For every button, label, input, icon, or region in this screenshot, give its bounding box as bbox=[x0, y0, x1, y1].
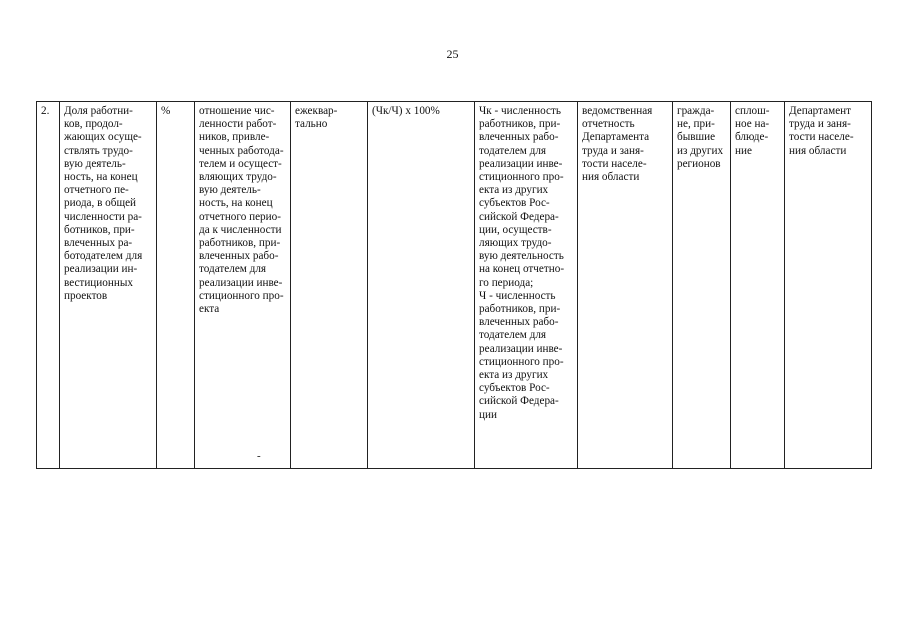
cell-row-number: 2. bbox=[37, 102, 60, 469]
table-row bbox=[37, 102, 872, 469]
cell-observation-method: сплош- ное на- блюде- ние bbox=[731, 102, 785, 469]
indicator-table bbox=[36, 101, 872, 469]
cell-unit: % bbox=[157, 102, 195, 469]
cell-definition: отношение чис- ленности работ- ников, привле- ченных работода- телем и осущест- вляющих трудо- вую деятель- ность, на конец отчетного перио- да к численности работников, при- влеченных рабо- тодателем для реализации инве- стиционного про- екта bbox=[195, 102, 291, 469]
page-number: 25 bbox=[446, 47, 459, 61]
cell-periodicity: ежеквар- тально bbox=[291, 102, 368, 469]
cell-data-source: ведомственная отчетность Департамента труда и заня- тости населе- ния области bbox=[578, 102, 673, 469]
cell-variables: Чк - численность работников, при- влеченных рабо- тодателем для реализации инве- стиционного про- екта из других субъектов Рос- сийской Федера- ции, осуществ- ляющих трудо- вую деятельность на конец отчетно- го периода; Ч - численность работников, при- влеченных рабо- тодателем для реализации инве- стиционного про- екта из других субъектов Рос- сийской Федера- ции bbox=[475, 102, 578, 469]
cell-indicator-name: Доля работни- ков, продол- жающих осуще- ствлять трудо- вую деятель- ность, на конец отчетного пе- риода, в общей численности ра- ботников, при- влеченных ра- ботодателем для реализации ин- вестиционных проектов bbox=[60, 102, 157, 469]
cell-responsible: Департамент труда и заня- тости населе- ния области bbox=[785, 102, 872, 469]
cell-formula: (Чк/Ч) х 100% bbox=[368, 102, 475, 469]
stray-dash-mark: - bbox=[257, 450, 261, 462]
cell-population: гражда- не, при- бывшие из других регионов bbox=[673, 102, 731, 469]
